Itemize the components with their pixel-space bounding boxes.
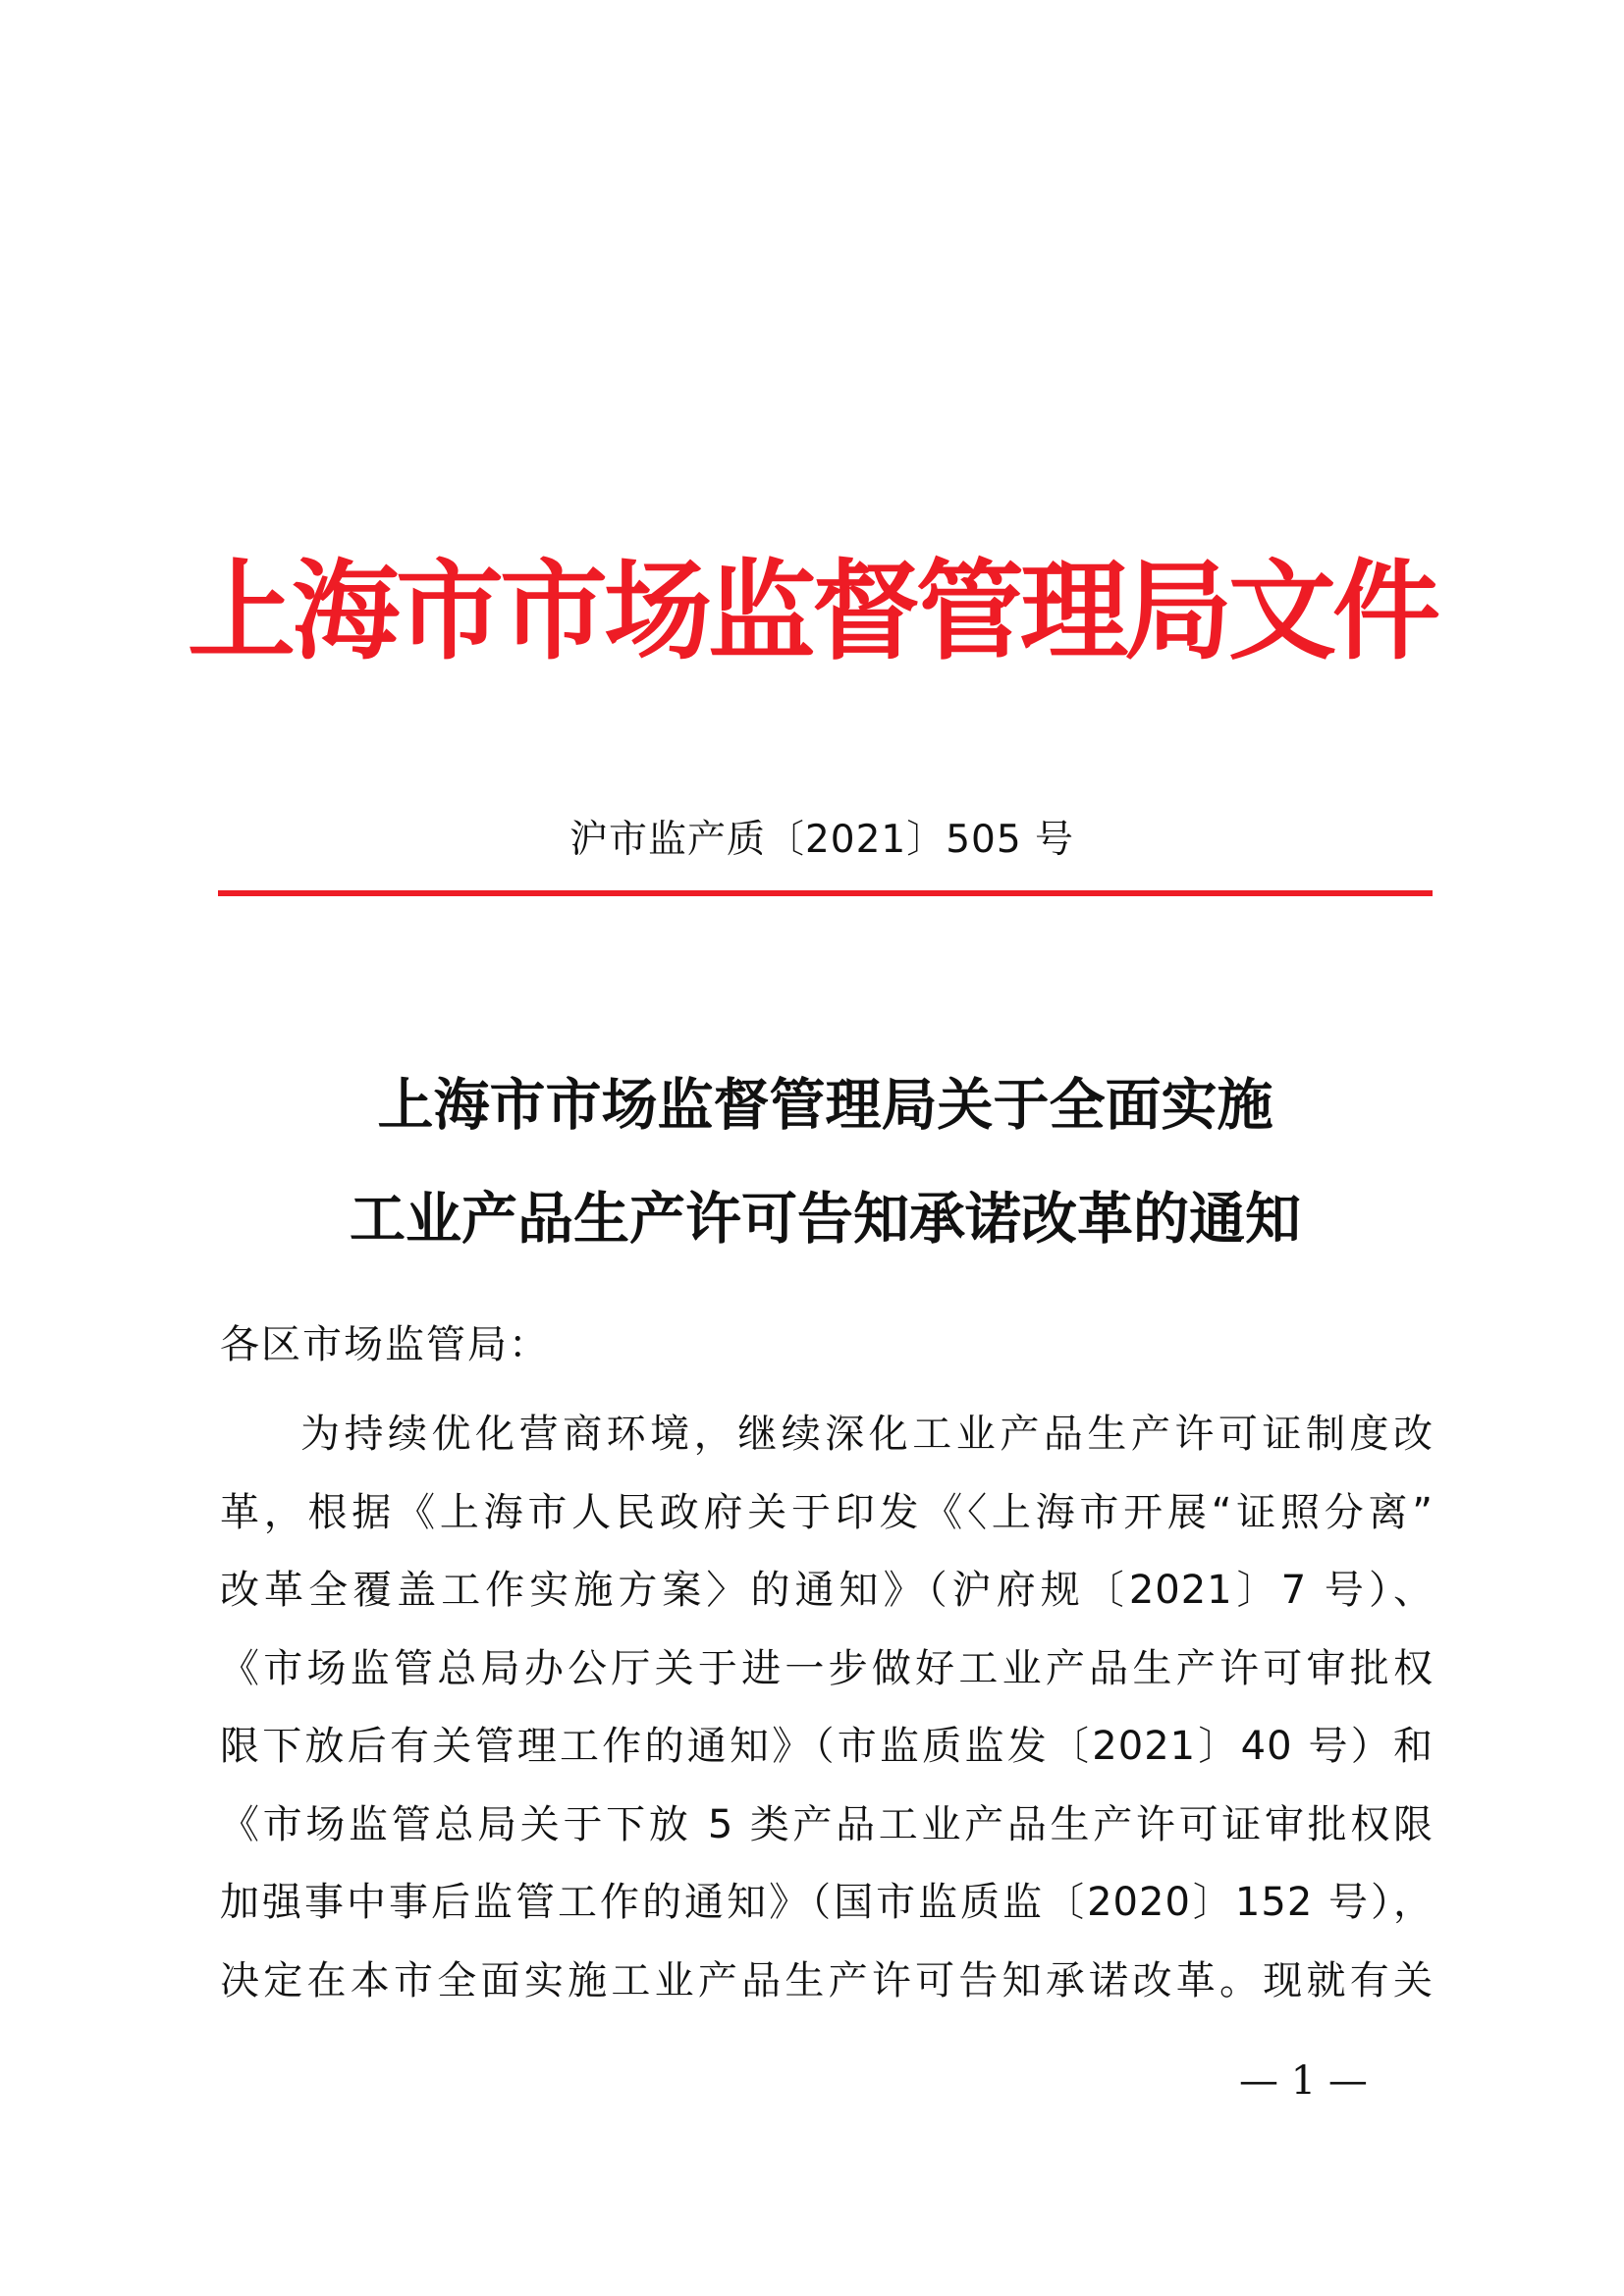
notice-title — [218, 1048, 1433, 1276]
notice-title-line-2: 工业产品生产许可告知承诺改革的通知 — [350, 1186, 1301, 1252]
page-number: — 1 — — [1239, 2058, 1368, 2104]
body-line: 革，根据《上海市人民政府关于印发《〈上海市开展“证照分离” — [220, 1489, 1434, 1535]
body-line: 改革全覆盖工作实施方案〉的通知》（沪府规〔2021〕7 号）、 — [220, 1568, 1434, 1613]
masthead-title: 上海市市场监督管理局文件 — [188, 548, 1436, 674]
document-number: 沪市监产质〔2021〕505 号 — [568, 818, 1075, 862]
body-line: 加强事中事后监管工作的通知》（国市监质监〔2020〕152 号）， — [220, 1880, 1434, 1925]
body-text — [220, 1396, 1434, 2020]
body-line: 《市场监管总局办公厅关于进一步做好工业产品生产许可审批权 — [220, 1645, 1434, 1691]
red-separator-rule — [218, 890, 1433, 896]
body-line: 决定在本市全面实施工业产品生产许可告知承诺改革。现就有关 — [220, 1957, 1434, 2003]
body-line: 限下放后有关管理工作的通知》（市监质监发〔2021〕40 号）和 — [220, 1724, 1434, 1769]
notice-title-line-1: 上海市市场监督管理局关于全面实施 — [377, 1072, 1273, 1138]
salutation: 各区市场监管局： — [220, 1322, 550, 1367]
body-line: 《市场监管总局关于下放 5 类产品工业产品生产许可证审批权限 — [220, 1801, 1434, 1847]
body-line: 为持续优化营商环境，继续深化工业产品生产许可证制度改 — [300, 1412, 1434, 1457]
